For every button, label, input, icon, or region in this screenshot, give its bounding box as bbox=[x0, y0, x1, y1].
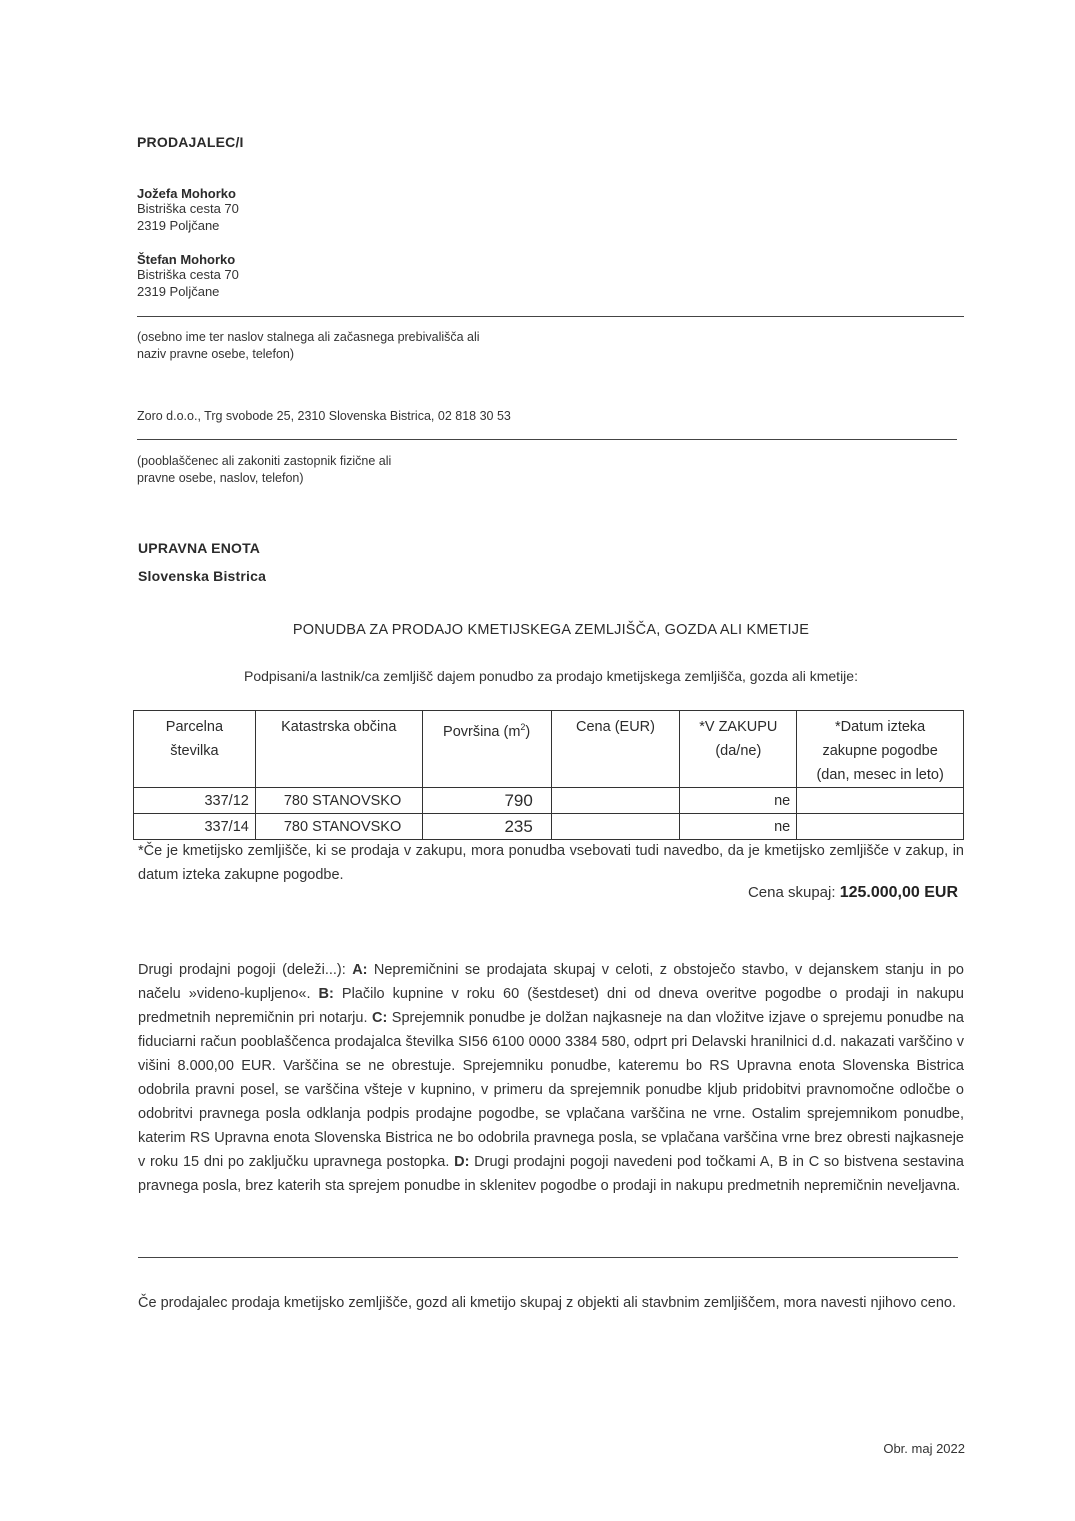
seller-note-line: naziv pravne osebe, telefon) bbox=[137, 347, 295, 361]
col-cadastral-municipality: Katastrska občina bbox=[255, 711, 422, 788]
cell-area: 235 bbox=[422, 814, 551, 840]
office-name: Slovenska Bistrica bbox=[138, 568, 267, 584]
seller-block-1 bbox=[137, 186, 239, 234]
document-title: PONUDBA ZA PRODAJO KMETIJSKEGA ZEMLJIŠČA, GOZDA ALI KMETIJE bbox=[292, 622, 810, 638]
cell-price bbox=[551, 788, 680, 814]
cell-area: 790 bbox=[422, 788, 551, 814]
cell-cadastral: 780 STANOVSKO bbox=[255, 814, 422, 840]
cell-price bbox=[551, 814, 680, 840]
agent-divider bbox=[137, 439, 957, 440]
condition-c-text: Sprejemnik ponudbe je dolžan najkasneje na dan vložitve izjave o sprejemu ponudbe na fiduciarni račun pooblaščenca prodajalca številka SI56 6100 0000 3384 580, odprt pri Delavski hranilnici d.d. nakazati varščino v višini 8.000,00 EUR. Varščina se ne obrestuje. Sprejemniku ponudbe, kateremu bo RS Upravna enota Slovenska Bistrica odobrila pravni posel, se varščina všteje v kupnino, v primeru da sprejemnik ponudbe kljub pridobitvi pravnomočne odločbe o odobritvi pravnega posla odklanja podpis prodajne pogodbe, se vplačana varščina ne vrne. Ostalim sprejemnikom ponudbe, katerim RS Upravna enota Slovenska Bistrica ne bo odobrila pravnega posla, se vplačana varščina vrne brez obresti najkasneje v roku 15 dni po zaključku upravnega postopka. bbox=[138, 1010, 964, 1170]
seller-divider bbox=[137, 316, 964, 317]
col-lease-expiry: *Datum izteka zakupne pogodbe (dan, mesec in leto) bbox=[797, 711, 964, 788]
parcel-table bbox=[133, 710, 964, 840]
form-version: Obr. maj 2022 bbox=[883, 1441, 965, 1456]
total-price-label: Cena skupaj: bbox=[747, 884, 840, 901]
col-area: Površina $(m^2)$ bbox=[422, 711, 551, 788]
total-price bbox=[748, 884, 958, 902]
seller-note bbox=[137, 329, 480, 363]
seller-street: Bistriška cesta 70 bbox=[137, 201, 239, 216]
col-parcel-number: Parcelna številka bbox=[134, 711, 256, 788]
agent-note-line: pravne osebe, naslov, telefon) bbox=[137, 471, 304, 485]
total-price-value: 125.000,00 EUR bbox=[839, 884, 958, 901]
seller-note-line: (osebno ime ter naslov stalnega ali začasnega prebivališča ali bbox=[137, 330, 480, 344]
closing-note: Če prodajalec prodaja kmetijsko zemljišče, gozd ali kmetijo skupaj z objekti ali stavbnim zemljiščem, mora navesti njihovo ceno. bbox=[138, 1295, 956, 1311]
agent-info: Zoro d.o.o., Trg svobode 25, 2310 Slovenska Bistrica, 02 818 30 53 bbox=[137, 409, 511, 423]
seller-city: 2319 Poljčane bbox=[137, 283, 220, 299]
cell-parcel: 337/12 bbox=[134, 788, 256, 814]
conditions-divider bbox=[138, 1257, 958, 1258]
agent-note bbox=[137, 453, 391, 487]
condition-d-label: D: bbox=[454, 1154, 470, 1170]
seller-city: 2319 Poljčane bbox=[137, 217, 220, 233]
seller-block-2 bbox=[137, 252, 239, 300]
intro-text: Podpisani/a lastnik/ca zemljišč dajem ponudbo za prodajo kmetijskega zemljišča, gozda ali kmetije: bbox=[244, 668, 858, 684]
seller-name: Štefan Mohorko bbox=[137, 252, 236, 267]
condition-c-label: C: bbox=[371, 1010, 388, 1026]
seller-street: Bistriška cesta 70 bbox=[137, 267, 239, 282]
table-header-row bbox=[134, 711, 964, 788]
cell-cadastral: 780 STANOVSKO bbox=[255, 788, 422, 814]
office-header: UPRAVNA ENOTA bbox=[138, 540, 261, 556]
condition-b-text: Plačilo kupnine v roku 60 (šestdeset) dni od dneva overitve pogodbe o prodaji in nakupu predmetnih nepremičnin pri notarju. bbox=[138, 986, 964, 1026]
cell-expiry bbox=[797, 814, 964, 840]
col-lease: *V ZAKUPU (da/ne) bbox=[680, 711, 797, 788]
table-row bbox=[134, 814, 964, 840]
cell-lease: ne bbox=[680, 788, 797, 814]
cell-parcel: 337/14 bbox=[134, 814, 256, 840]
conditions-intro: Drugi prodajni pogoji (deleži...): bbox=[138, 962, 353, 978]
col-price: Cena (EUR) bbox=[551, 711, 680, 788]
seller-header: PRODAJALEC/I bbox=[137, 134, 244, 150]
condition-a-text: Nepremičnini se prodajata skupaj v celoti, z obstoječo stavbo, v dejanskem stanju in po načelu »videno-kupljeno«. bbox=[138, 962, 964, 1002]
cell-expiry bbox=[797, 788, 964, 814]
agent-note-line: (pooblaščenec ali zakoniti zastopnik fizične ali bbox=[137, 454, 392, 468]
condition-d-text: Drugi prodajni pogoji navedeni pod točkami A, B in C so bistvena sestavina pravnega posla, brez katerih sta sprejem ponudbe in sklenitev pogodbe o prodaji in nakupu predmetnih nepremičnin neveljavna. bbox=[138, 1154, 964, 1194]
sale-conditions bbox=[138, 958, 964, 1198]
condition-b-label: B: bbox=[318, 986, 334, 1002]
cell-lease: ne bbox=[680, 814, 797, 840]
table-row bbox=[134, 788, 964, 814]
seller-name: Jožefa Mohorko bbox=[137, 186, 236, 201]
table-footnote: *Če je kmetijsko zemljišče, ki se prodaja v zakupu, mora ponudba vsebovati tudi navedbo, da je kmetijsko zemljišče v zakup, in datum izteka zakupne pogodbe. bbox=[138, 843, 964, 883]
condition-a-label: A: bbox=[352, 962, 368, 978]
